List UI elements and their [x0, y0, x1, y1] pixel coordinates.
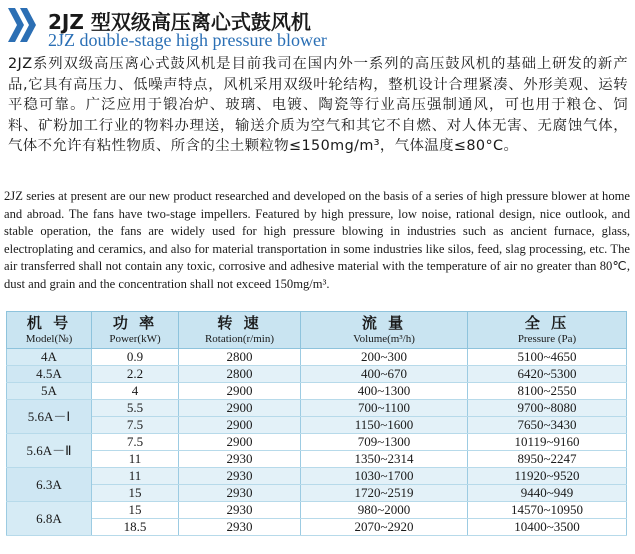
table-row — [7, 451, 627, 468]
pressure-cell: 7650~3430 — [468, 417, 627, 434]
rotation-cell: 2930 — [179, 451, 301, 468]
pressure-cell: 11920~9520 — [468, 468, 627, 485]
table-row — [7, 400, 627, 417]
model-cell: 6.3A — [7, 468, 92, 502]
pressure-cell: 8950~2247 — [468, 451, 627, 468]
volume-cell: 1350~2314 — [301, 451, 468, 468]
rotation-cell: 2900 — [179, 383, 301, 400]
rotation-cell: 2930 — [179, 468, 301, 485]
power-cell: 2.2 — [92, 366, 179, 383]
table-row — [7, 502, 627, 519]
header-power: 功 率 Power(kW) — [92, 312, 179, 349]
table-row — [7, 485, 627, 502]
table-row — [7, 366, 627, 383]
header-volume: 流 量 Volume(m³/h) — [301, 312, 468, 349]
volume-cell: 2070~2920 — [301, 519, 468, 536]
pressure-cell: 9440~949 — [468, 485, 627, 502]
power-cell: 15 — [92, 485, 179, 502]
pressure-cell: 5100~4650 — [468, 349, 627, 366]
power-cell: 5.5 — [92, 400, 179, 417]
volume-cell: 1030~1700 — [301, 468, 468, 485]
power-cell: 7.5 — [92, 434, 179, 451]
intro-chinese: 2JZ系列双级高压离心式鼓风机是目前我司在国内外一系列的高压鼓风机的基础上研发的新产品,它具有高压力、低噪声特点，风机采用双级叶轮结构，整机设计合理紧凑、外形美观、运转平稳可靠。广泛应用于锻冶炉、玻璃、电镀、陶瓷等行业高压强制通风，可也用于粮仓、饲料、矿粉加工行业的物料办理送，输送介质为空气和其它不自燃、对人体无害、无腐蚀气体，气体不允许有粘性物质、所含的尘土颗粒物≤150mg/m³，气体温度≤80°C。 — [8, 56, 628, 154]
volume-cell: 709~1300 — [301, 434, 468, 451]
pressure-cell: 14570~10950 — [468, 502, 627, 519]
table-row — [7, 434, 627, 451]
volume-cell: 1150~1600 — [301, 417, 468, 434]
power-cell: 7.5 — [92, 417, 179, 434]
volume-cell: 980~2000 — [301, 502, 468, 519]
header — [0, 4, 635, 54]
model-cell: 5A — [7, 383, 92, 400]
pressure-cell: 10119~9160 — [468, 434, 627, 451]
header-model: 机 号 Model(№) — [7, 312, 92, 349]
model-cell: 6.8A — [7, 502, 92, 536]
rotation-cell: 2800 — [179, 349, 301, 366]
rotation-cell: 2900 — [179, 417, 301, 434]
header-rotation: 转 速 Rotation(r/min) — [179, 312, 301, 349]
double-chevron-icon — [8, 8, 38, 42]
power-cell: 11 — [92, 451, 179, 468]
volume-cell: 400~1300 — [301, 383, 468, 400]
model-cell: 5.6A－Ⅰ — [7, 400, 92, 434]
rotation-cell: 2900 — [179, 434, 301, 451]
pressure-cell: 6420~5300 — [468, 366, 627, 383]
page-title: 2JZ 型双级高压离心式鼓风机 — [48, 10, 311, 34]
spec-table — [6, 311, 627, 536]
pressure-cell: 9700~8080 — [468, 400, 627, 417]
power-cell: 4 — [92, 383, 179, 400]
model-cell: 4.5A — [7, 366, 92, 383]
table-row — [7, 383, 627, 400]
power-cell: 18.5 — [92, 519, 179, 536]
rotation-cell: 2800 — [179, 366, 301, 383]
volume-cell: 700~1100 — [301, 400, 468, 417]
rotation-cell: 2930 — [179, 485, 301, 502]
power-cell: 15 — [92, 502, 179, 519]
power-cell: 0.9 — [92, 349, 179, 366]
table-header-row — [7, 312, 627, 349]
rotation-cell: 2900 — [179, 400, 301, 417]
table-row — [7, 519, 627, 536]
rotation-cell: 2930 — [179, 502, 301, 519]
model-cell: 4A — [7, 349, 92, 366]
page-subtitle: 2JZ double-stage high pressure blower — [48, 30, 327, 50]
volume-cell: 1720~2519 — [301, 485, 468, 502]
pressure-cell: 8100~2550 — [468, 383, 627, 400]
table-row — [7, 417, 627, 434]
pressure-cell: 10400~3500 — [468, 519, 627, 536]
rotation-cell: 2930 — [179, 519, 301, 536]
model-cell: 5.6A－Ⅱ — [7, 434, 92, 468]
table-row — [7, 468, 627, 485]
power-cell: 11 — [92, 468, 179, 485]
table-row — [7, 349, 627, 366]
volume-cell: 400~670 — [301, 366, 468, 383]
volume-cell: 200~300 — [301, 349, 468, 366]
header-pressure: 全 压 Pressure (Pa) — [468, 312, 627, 349]
intro-english: 2JZ series at present are our new product researched and developed on the basis of a series of high pressure blower at home and abroad. The fans have two-stage impellers. Featured by high pressure, low noise, rational design, nice outlook, and stable operation, the fans are widely used for high pressure blowing in industries such as ancient furnace, glass, electroplating and ceramics, and also for material transportation in some industries like silos, feed, slag processing, etc. The air transferred shall not contain any toxic, corrosive and adhesive material with the temperature of air no greater than 80℃, dust and grain and the concentration shall not exceed 150mg/m³. — [4, 189, 630, 291]
